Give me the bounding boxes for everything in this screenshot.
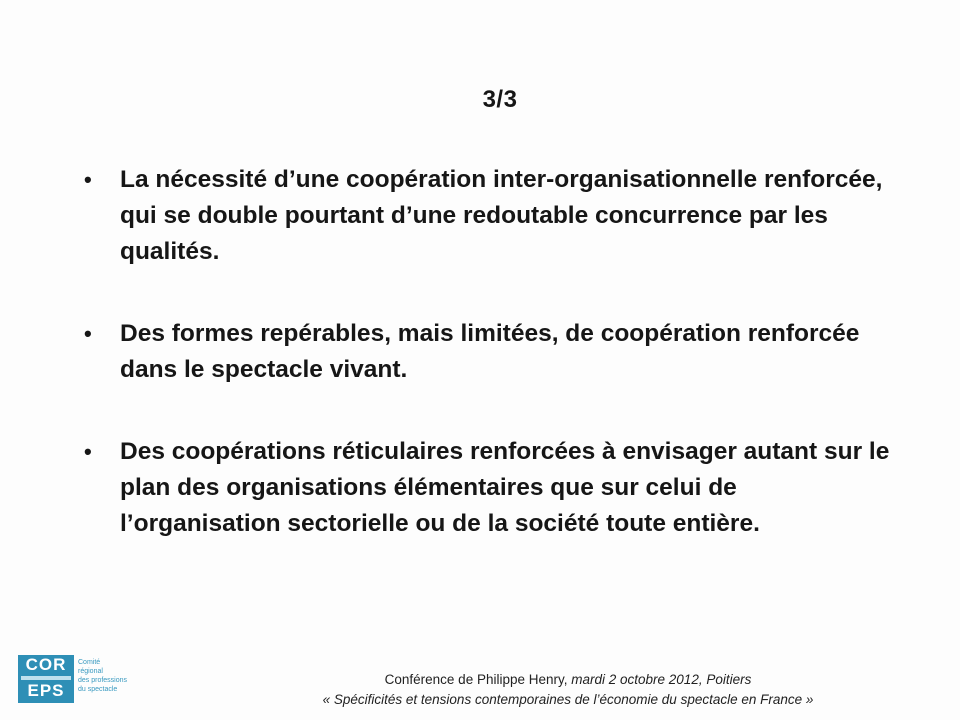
logo-bar	[21, 676, 71, 680]
bullet-dot-icon: •	[84, 167, 92, 192]
bullet-item	[84, 162, 904, 270]
bullet-text: La nécessité d’une coopération inter-organisationnelle renforcée, qui se double pourtant d’une redoutable concurrence par les qualités.	[120, 166, 883, 265]
bullet-text: Des formes repérables, mais limitées, de coopération renforcée dans le spectacle vivant.	[120, 320, 860, 383]
logo-top-text: COR	[25, 655, 67, 674]
corps-logo	[18, 655, 138, 703]
footer-line-1	[258, 670, 878, 690]
footer-date-place: mardi 2 octobre 2012, Poitiers	[571, 672, 752, 687]
footer-line-2	[258, 690, 878, 710]
logo-bottom-text: EPS	[27, 681, 65, 700]
slide-number: 3/3	[482, 86, 518, 113]
bullet-text: Des coopérations réticulaires renforcées à envisager autant sur le plan des organisations élémentaires que sur celui de l’organisation sectorielle ou de la société toute entière.	[120, 438, 890, 537]
logo-caption-line: du spectacle	[78, 686, 118, 693]
bullet-item	[84, 434, 904, 542]
logo-mark	[18, 655, 74, 703]
logo-caption-line: Comité	[78, 659, 101, 666]
bullet-item	[84, 316, 904, 388]
bullet-dot-icon: •	[84, 321, 92, 346]
logo-caption	[78, 658, 148, 694]
footer-speaker: Conférence de Philippe Henry,	[384, 672, 572, 687]
footer	[258, 670, 878, 710]
logo-caption-line: régional	[78, 668, 103, 675]
footer-title: « Spécificités et tensions contemporaines de l’économie du spectacle en France »	[322, 692, 814, 707]
logo-caption-line: des professions	[78, 677, 128, 684]
bullet-list	[84, 162, 904, 542]
bullet-dot-icon: •	[84, 439, 92, 464]
